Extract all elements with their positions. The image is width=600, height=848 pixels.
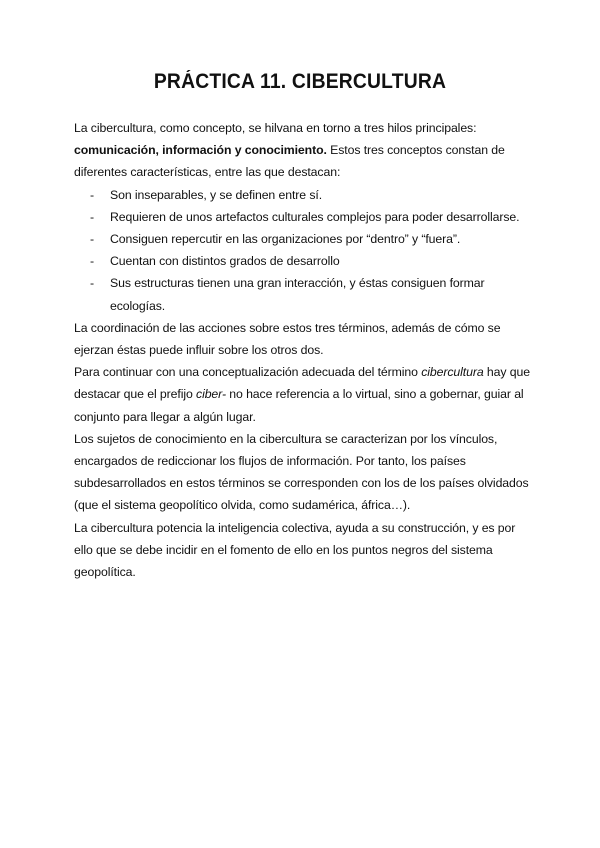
bullet-dash: -	[90, 187, 94, 202]
intro-text-after: Estos tres conceptos constan de diferentes características, entre las que destacan:	[74, 143, 505, 180]
list-item	[74, 184, 534, 206]
paragraph-3-text-middle: hay que destacar que el prefijo	[74, 365, 530, 402]
list-item-text: Requieren de unos artefactos culturales complejos para poder desarrollarse.	[110, 209, 520, 224]
characteristics-list	[74, 184, 534, 317]
page-title: PRÁCTICA 11. CIBERCULTURA	[153, 70, 447, 93]
italic-term-ciber: ciber-	[196, 387, 226, 402]
intro-bold-concepts: comunicación, información y conocimiento.	[74, 143, 327, 158]
intro-paragraph	[74, 117, 534, 184]
paragraph-3-text-after: no hace referencia a lo virtual, sino a gobernar, guiar al conjunto para llegar a algún lugar.	[74, 387, 524, 424]
bullet-dash: -	[90, 209, 94, 224]
list-item-text: Sus estructuras tienen una gran interacción, y éstas consiguen formar ecologías.	[110, 276, 485, 313]
list-item-text: Consiguen repercutir en las organizaciones por “dentro” y “fuera”.	[110, 232, 461, 247]
bullet-dash: -	[90, 254, 94, 269]
list-item	[74, 228, 534, 250]
paragraph-prefix-ciber	[74, 361, 534, 428]
bullet-dash: -	[90, 276, 94, 291]
list-item	[74, 272, 534, 316]
list-item-text: Son inseparables, y se definen entre sí.	[110, 187, 323, 202]
paragraph-collective-intelligence: La cibercultura potencia la inteligencia colectiva, ayuda a su construcción, y es por ello que se debe incidir en el fomento de ello en los puntos negros del sistema geopolítica.	[74, 520, 516, 580]
paragraph-3-text-before: Para continuar con una conceptualización adecuada del término	[74, 365, 422, 380]
list-item-text: Cuentan con distintos grados de desarrollo	[110, 254, 340, 269]
italic-term-cibercultura: cibercultura	[421, 365, 484, 380]
list-item	[74, 206, 534, 228]
list-item	[74, 250, 534, 272]
paragraph-coordination: La coordinación de las acciones sobre estos tres términos, además de cómo se ejerzan éstas puede influir sobre los otros dos.	[74, 320, 501, 358]
bullet-dash: -	[90, 232, 94, 247]
intro-text-before: La cibercultura, como concepto, se hilvana en torno a tres hilos principales:	[74, 121, 477, 135]
document-body	[74, 117, 534, 583]
paragraph-subjects: Los sujetos de conocimiento en la cibercultura se caracterizan por los vínculos, encargados de rediccionar los flujos de información. Por tanto, los países subdesarrollados en estos términos se corresponden con los de los países olvidados (que el sistema geopolítico olvida, como sudamérica, áfrica…).	[74, 431, 529, 513]
